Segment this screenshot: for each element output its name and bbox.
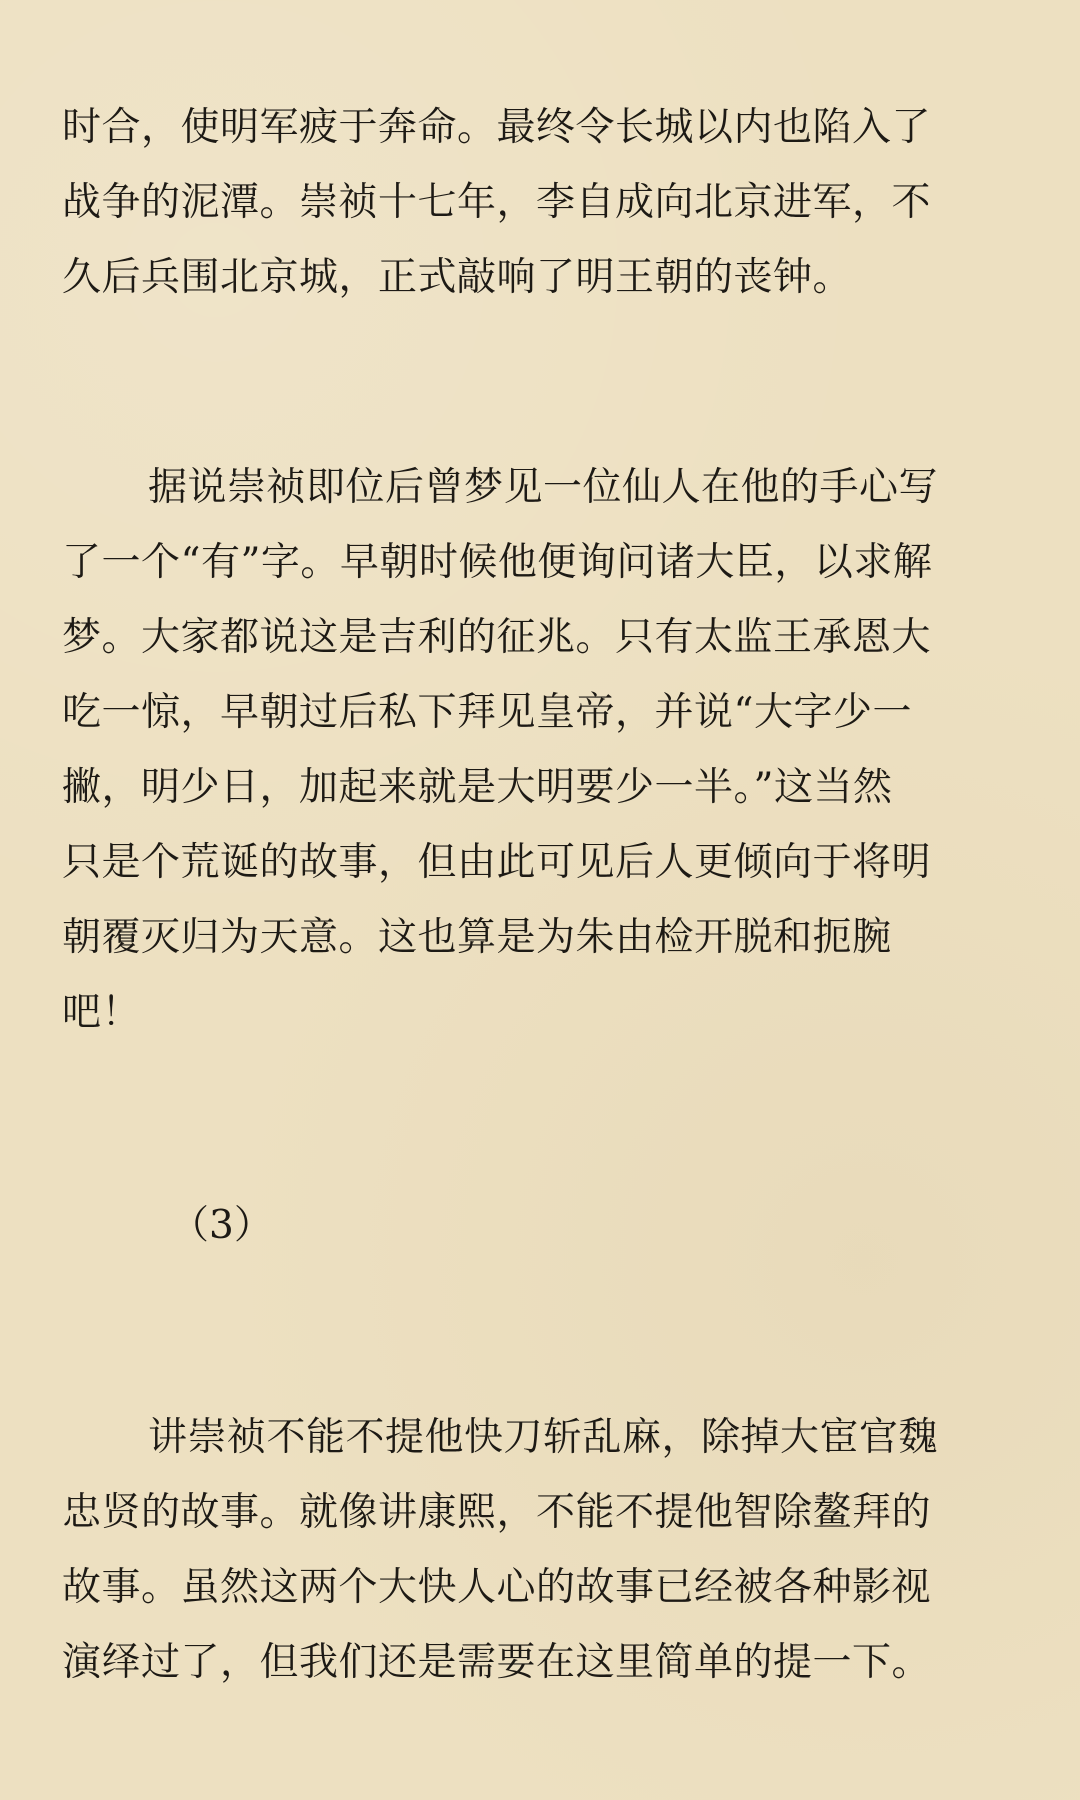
paragraph-3 bbox=[62, 1400, 1010, 1700]
text-line: 演绎过了，但我们还是需要在这里简单的提一下。 bbox=[62, 1640, 932, 1685]
text-line: 撇，明少日，加起来就是大明要少一半。”这当然 bbox=[62, 765, 893, 810]
text-line: 讲崇祯不能不提他快刀斩乱麻，除掉大宦官魏 bbox=[148, 1415, 939, 1460]
text-line: 战争的泥潭。崇祯十七年，李自成向北京进军，不 bbox=[62, 180, 932, 225]
text-line: 久后兵围北京城，正式敲响了明王朝的丧钟。 bbox=[62, 255, 853, 300]
text-line: 时合，使明军疲于奔命。最终令长城以内也陷入了 bbox=[62, 105, 932, 150]
text-line: 了一个“有”字。早朝时候他便询问诸大臣，以求解 bbox=[62, 540, 933, 585]
text-line: 梦。大家都说这是吉利的征兆。只有太监王承恩大 bbox=[62, 615, 932, 660]
text-line: 吃一惊，早朝过后私下拜见皇帝，并说“大字少一 bbox=[62, 690, 912, 735]
text-line: 忠贤的故事。就像讲康熙，不能不提他智除鳌拜的 bbox=[62, 1490, 932, 1535]
text-line: 朝覆灭归为天意。这也算是为朱由检开脱和扼腕 bbox=[62, 915, 892, 960]
text-line: 吧！ bbox=[62, 990, 142, 1035]
text-line: 据说崇祯即位后曾梦见一位仙人在他的手心写 bbox=[148, 465, 939, 510]
paragraph-2 bbox=[62, 450, 1010, 1050]
text-line: 只是个荒诞的故事，但由此可见后人更倾向于将明 bbox=[62, 840, 932, 885]
section-heading: （3） bbox=[170, 1203, 273, 1248]
paragraph-1 bbox=[62, 90, 1010, 315]
text-line: 故事。虽然这两个大快人心的故事已经被各种影视 bbox=[62, 1565, 932, 1610]
